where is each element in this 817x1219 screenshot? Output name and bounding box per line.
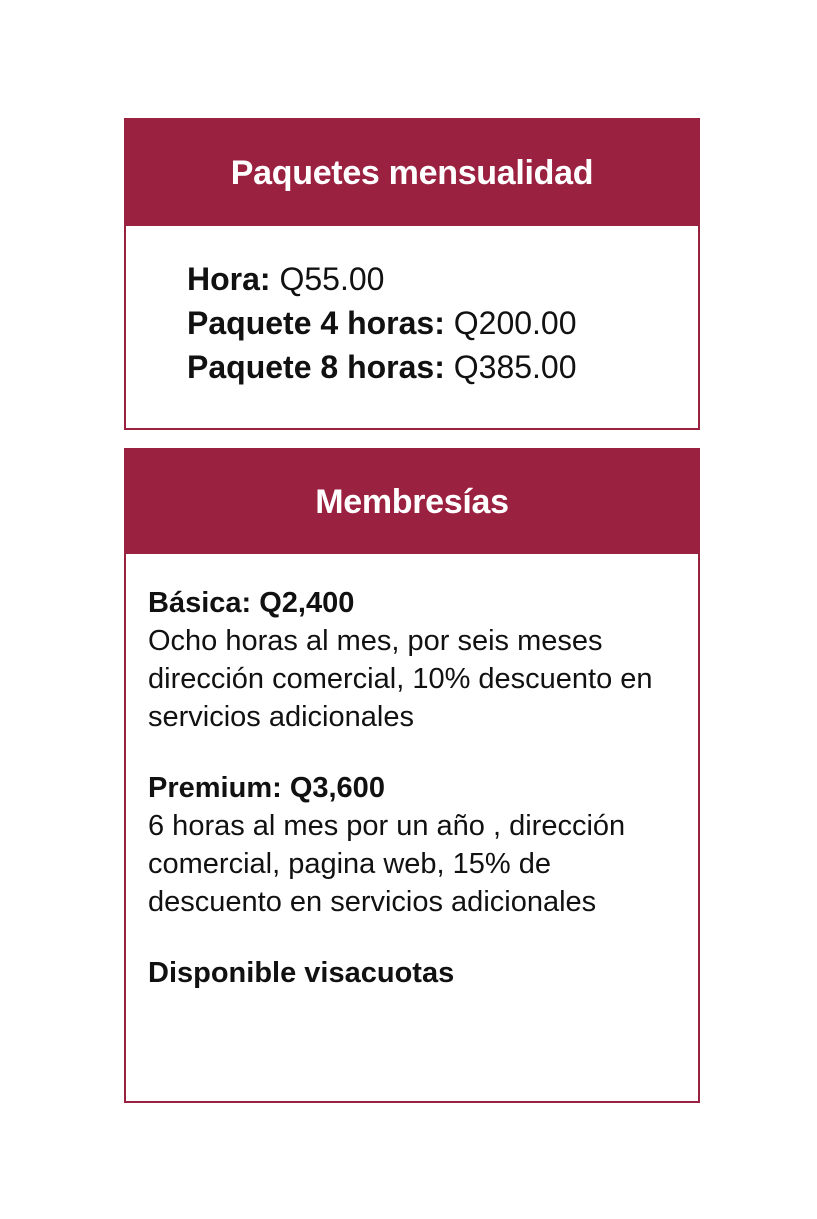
price-label: Paquete 8 horas: [187, 349, 445, 385]
monthly-packages-title: Paquetes mensualidad [126, 120, 698, 226]
installments-note: Disponible visacuotas [148, 957, 455, 989]
price-item-8-hours [187, 345, 698, 389]
price-label: Hora: [187, 261, 271, 297]
plan-description: Ocho horas al mes, por seis meses dirección comercial, 10% descuento en servicios adicionales [148, 625, 653, 733]
plan-basic [148, 584, 698, 736]
price-item-4-hours [187, 301, 698, 345]
plan-name: Básica: Q2,400 [148, 587, 355, 619]
price-label: Paquete 4 horas: [187, 305, 445, 341]
memberships-card [124, 448, 700, 1103]
plan-description: 6 horas al mes por un año , dirección comercial, pagina web, 15% de descuento en servicios adicionales [148, 810, 626, 918]
price-value: Q385.00 [453, 349, 577, 385]
price-value: Q200.00 [453, 305, 577, 341]
memberships-body [126, 554, 698, 992]
memberships-title: Membresías [126, 450, 698, 554]
price-list [126, 226, 698, 389]
price-item-hour [187, 257, 698, 301]
plan-name: Premium: Q3,600 [148, 772, 385, 804]
plan-premium [148, 769, 698, 921]
price-value: Q55.00 [279, 261, 385, 297]
monthly-packages-card [124, 118, 700, 430]
